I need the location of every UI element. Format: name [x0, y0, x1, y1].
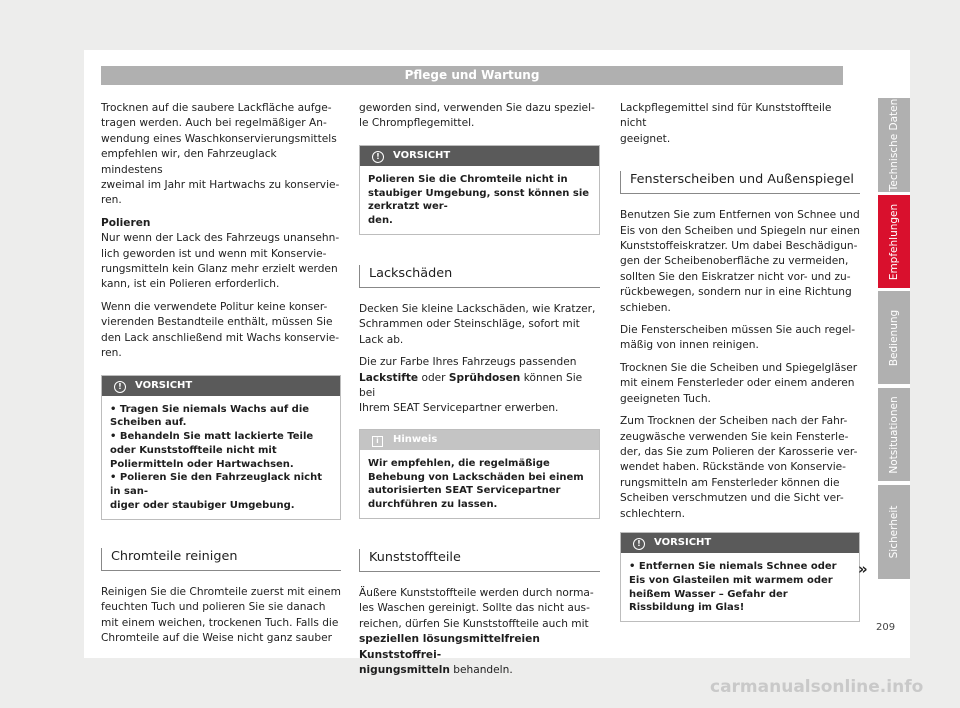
paragraph: Reinigen Sie die Chromteile zuerst mit einem feuchten Tuch und polieren Sie sie danach mit einem weichen, trockenen Tuch. Falls die Chromteile auf die Weise nicht ganz sauber — [101, 585, 341, 645]
warning-icon: ! — [114, 381, 126, 393]
tab-bedienung[interactable] — [878, 291, 910, 384]
note-body: Wir empfehlen, die regelmäßige Behebung von Lackschäden bei einem autorisierten SEAT Servicepartner durchführen zu lassen. — [368, 457, 584, 511]
paragraph: Benutzen Sie zum Entfernen von Schnee und Eis von den Scheiben und Spiegeln nur einen Kunststoffeiskratzer. Um dabei Beschädigun- gen der Scheibenoberfläche zu vermeiden, sollten Sie den Eiskratzer nicht vor- und zu- rückbewegen, sondern nur in eine Richtung schieben. — [620, 209, 860, 314]
section-heading-fensterscheiben: Fensterscheiben und Außenspiegel — [620, 171, 860, 194]
tab-label: Sicherheit — [888, 505, 900, 559]
warning-header — [360, 146, 599, 166]
warning-body: Polieren Sie die Chromteile nicht in staubiger Umgebung, sonst können sie zerkratzt wer- den. — [368, 173, 590, 227]
paragraph: geworden sind, verwenden Sie dazu speziel- le Chrompflegemittel. — [359, 102, 595, 130]
text-run-bold: speziellen lösungsmittelfreien Kunststoffrei- nigungsmitteln — [359, 633, 540, 677]
note-box — [359, 429, 600, 519]
paragraph: Lackpflegemittel sind für Kunststoffteile nicht geeignet. — [620, 102, 832, 145]
warning-item: • Tragen Sie niemals Wachs auf die Scheiben auf. — [110, 403, 310, 429]
warning-label: VORSICHT — [393, 149, 451, 161]
tab-technische-daten[interactable] — [878, 98, 910, 192]
text-run: können Sie bei Ihrem SEAT Servicepartner erwerben. — [359, 371, 583, 415]
section-heading-kunststoffteile: Kunststoffteile — [359, 549, 600, 572]
paragraph: Decken Sie kleine Lackschäden, wie Kratzer, Schrammen oder Steinschläge, sofort mit Lack ab. — [359, 303, 596, 346]
tab-label: Bedienung — [888, 309, 900, 366]
paragraph — [359, 586, 600, 678]
column-2 — [359, 101, 600, 685]
warning-item-text: Tragen Sie niemals Wachs auf die Scheiben auf. — [110, 403, 310, 429]
info-icon: i — [372, 436, 383, 447]
section-heading-chromteile: Chromteile reinigen — [101, 548, 341, 571]
continued-marker: » — [858, 560, 868, 578]
page-header: Pflege und Wartung — [101, 66, 843, 85]
tab-label: Technische Daten — [888, 98, 900, 192]
paragraph: Nur wenn der Lack des Fahrzeugs unansehn- lich geworden ist und wenn mit Konservie- rungsmitteln kein Glanz mehr erzielt werden kann, ist ein Polieren erforderlich. — [101, 232, 340, 291]
paragraph: Trocknen Sie die Scheiben und Spiegelgläser mit einem Fensterleder oder einem anderen geeigneten Tuch. — [620, 361, 858, 405]
text-run-bold: Lackstifte — [359, 371, 419, 384]
paragraph: Zum Trocknen der Scheiben nach der Fahr- zeugwäsche verwenden Sie kein Fensterle- der, das Sie zum Polieren der Karosserie ver- wendet haben. Rückstände von Konservie- rungsmitteln am Fensterleder können die Scheiben verschmutzen und die Sicht ver- schlechtern. — [620, 415, 858, 520]
column-3 — [620, 101, 860, 622]
note-header — [360, 430, 599, 450]
watermark: carmanualsonline.info — [710, 677, 924, 697]
warning-box — [620, 532, 860, 622]
tab-label: Empfehlungen — [888, 203, 900, 280]
warning-item: • Polieren Sie den Fahrzeuglack nicht in san- diger oder staubiger Umgebung. — [110, 472, 322, 512]
warning-icon: ! — [633, 538, 645, 550]
warning-box — [359, 145, 600, 235]
column-1 — [101, 101, 341, 654]
warning-item: • Behandeln Sie matt lackierte Teile oder Kunststoffteile nicht mit Poliermitteln oder Hartwachsen. — [110, 431, 314, 470]
warning-label: VORSICHT — [654, 536, 712, 548]
warning-header — [621, 533, 859, 553]
tab-empfehlungen[interactable] — [878, 195, 910, 288]
text-run: Die zur Farbe Ihres Fahrzeugs passenden — [359, 356, 577, 369]
text-run: Äußere Kunststoffteile werden durch norma- les Waschen gereinigt. Sollte das nicht aus- reichen, dürfen Sie Kunststoffteile auch mit — [359, 587, 594, 630]
tab-notsituationen[interactable] — [878, 388, 910, 481]
paragraph — [359, 355, 600, 417]
section-heading-lackschaeden: Lackschäden — [359, 265, 600, 288]
text-run: oder — [418, 371, 449, 384]
warning-body — [102, 396, 340, 519]
text-run-bold: Sprühdosen — [448, 371, 521, 384]
subheading-polieren: Polieren — [101, 216, 151, 229]
warning-label: VORSICHT — [135, 379, 193, 391]
warning-icon: ! — [372, 151, 384, 163]
warning-header — [102, 376, 340, 396]
tab-label: Notsituationen — [888, 395, 900, 474]
warning-item-text: Polieren Sie den Fahrzeuglack nicht in san- diger oder staubiger Umgebung. — [110, 472, 322, 512]
note-label: Hinweis — [393, 433, 438, 445]
warning-item-text: Entfernen Sie niemals Schnee oder Eis von Glasteilen mit warmem oder heißem Wasser – Gefahr der Rissbildung im Glas! — [629, 560, 837, 614]
page-number: 209 — [876, 622, 896, 633]
warning-item-text: Behandeln Sie matt lackierte Teile oder Kunststoffteile nicht mit Poliermitteln oder Hartwachsen. — [110, 431, 314, 470]
paragraph: Wenn die verwendete Politur keine konser- vierenden Bestandteile enthält, müssen Sie den Lack anschließend mit Wachs konservie- ren. — [101, 300, 340, 360]
paragraph: Trocknen auf die saubere Lackfläche aufge- tragen werden. Auch bei regelmäßiger An- wendung eines Waschkonservierungsmittels empfehlen wir, den Fahrzeuglack mindestens zweimal im Jahr mit Hartwachs zu konservie- ren. — [101, 102, 340, 207]
warning-box — [101, 375, 341, 520]
tab-sicherheit[interactable] — [878, 485, 910, 579]
text-run: behandeln. — [449, 664, 513, 677]
paragraph: Die Fensterscheiben müssen Sie auch regel- mäßig von innen reinigen. — [620, 324, 856, 352]
warning-body: • Entfernen Sie niemals Schnee oder Eis von Glasteilen mit warmem oder heißem Wasser – Gefahr der Rissbildung im Glas! — [629, 560, 837, 614]
